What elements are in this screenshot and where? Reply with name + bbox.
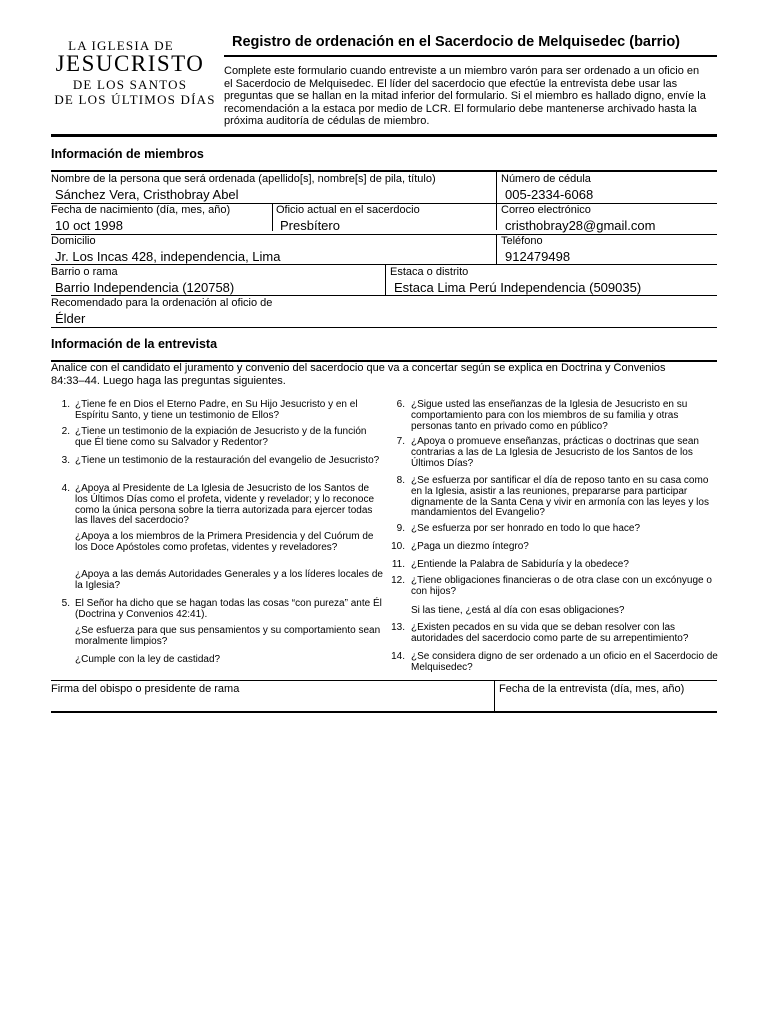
id-label: Número de cédula <box>501 173 591 185</box>
phone-label: Teléfono <box>501 235 543 247</box>
row-rule <box>51 327 717 328</box>
question-number: 3. <box>61 455 70 466</box>
question-text: ¿Paga un diezmo íntegro? <box>411 541 529 552</box>
ward-label: Barrio o rama <box>51 266 118 278</box>
signature-bottom-rule <box>51 711 717 713</box>
question-text: ¿Se considera digno de ser ordenado a un oficio en el Sacerdocio de Melquisedec? <box>411 651 718 673</box>
office-label: Oficio actual en el sacerdocio <box>276 204 420 216</box>
form-title: Registro de ordenación en el Sacerdocio de Melquisedec (barrio) <box>232 34 680 50</box>
logo-line4: DE LOS ÚLTIMOS DÍAS <box>54 92 216 107</box>
question-text: ¿Apoya a las demás Autoridades Generales y a los líderes locales de la Iglesia? <box>75 569 383 591</box>
question-number: 2. <box>61 426 70 437</box>
bishop-signature-label: Firma del obispo o presidente de rama <box>51 683 240 695</box>
question-number: 13. <box>391 622 405 633</box>
question-text: ¿Tiene obligaciones financieras o de otra clase con un excónyuge o con hijos? <box>411 575 712 597</box>
form-instructions: Complete este formulario cuando entreviste a un miembro varón para ser ordenado a un oficio en el Sacerdocio de Melquisedec. El líder del sacerdocio que efectúe la entrevista debe usar las preguntas que se hallan en la mitad inferior del formulario. Si el miembro es hallado digno, envíe la recomendación a la estaca por medio de LCR. El formulario debe mantenerse archivado hasta la próxima auditoría de cédulas de miembro. <box>224 65 706 128</box>
question-number: 11. <box>391 559 405 570</box>
col-divider <box>496 234 497 264</box>
stake-field[interactable]: Estaca Lima Perú Independencia (509035) <box>394 280 642 295</box>
bishop-signature-field[interactable] <box>51 697 491 711</box>
question-text: ¿Tiene un testimonio de la restauración del evangelio de Jesucristo? <box>75 455 380 466</box>
question-number: 4. <box>61 483 70 494</box>
address-field[interactable]: Jr. Los Incas 428, independencia, Lima <box>55 249 281 264</box>
question-text: Si las tiene, ¿está al día con esas obligaciones? <box>411 605 625 616</box>
row-rule <box>51 234 717 235</box>
interview-intro: Analice con el candidato el juramento y convenio del sacerdocio que va a concertar según se explica en Doctrina y Convenios 84:33–44. Luego haga las preguntas siguientes. <box>51 362 666 387</box>
signature-top-rule <box>51 680 717 681</box>
col-divider <box>494 681 495 713</box>
row-rule <box>51 264 717 265</box>
logo-line1: LA IGLESIA DE <box>68 38 174 53</box>
question-text: ¿Se esfuerza para que sus pensamientos y su comportamiento sean moralmente limpios? <box>75 625 381 647</box>
question-text: ¿Sigue usted las enseñanzas de la Iglesia de Jesucristo en su comportamiento para con los miembros de su familia y otras personas tanto en privado como en público? <box>411 399 688 432</box>
section-divider <box>51 134 717 137</box>
email-field[interactable]: cristhobray28@gmail.com <box>505 218 656 233</box>
question-number: 1. <box>61 399 70 410</box>
email-label: Correo electrónico <box>501 204 591 216</box>
members-top-rule <box>51 170 717 172</box>
question-text: ¿Se esfuerza por santificar el día de reposo tanto en su casa como en la Iglesia, asistir a las reuniones, prepararse para participar dignamente de la Santa Cena y vivir en armonía con las leyes y los mandamientos del Evangelio? <box>411 475 709 519</box>
col-divider <box>272 203 273 231</box>
id-field[interactable]: 005-2334-6068 <box>505 187 594 202</box>
question-text: El Señor ha dicho que se hagan todas las cosas “con pureza” ante Él (Doctrina y Convenios 42:41). <box>75 598 382 620</box>
question-number: 6. <box>396 399 405 410</box>
recommended-field[interactable]: Élder <box>55 311 86 326</box>
question-number: 8. <box>396 475 405 486</box>
question-text: ¿Tiene fe en Dios el Eterno Padre, en Su Hijo Jesucristo y en el Espíritu Santo, y tiene un testimonio de Ellos? <box>75 399 358 421</box>
question-number: 5. <box>61 598 70 609</box>
question-text: ¿Existen pecados en su vida que se deban resolver con las autoridades del sacerdocio como parte de su arrepentimiento? <box>411 622 689 644</box>
question-text: ¿Apoya al Presidente de La Iglesia de Jesucristo de los Santos de los Últimos Días como el profeta, vidente y revelador; y lo reconoce como la única persona sobre la tierra autorizada para ejercer todas las llaves del sacerdocio? <box>75 483 375 527</box>
name-field[interactable]: Sánchez Vera, Cristhobray Abel <box>55 187 239 202</box>
question-number: 7. <box>396 436 405 447</box>
members-heading: Información de miembros <box>51 147 204 161</box>
question-number: 14. <box>391 651 405 662</box>
logo-line3: DE LOS SANTOS <box>72 77 188 92</box>
row-rule <box>51 295 717 296</box>
col-divider <box>385 264 386 295</box>
question-number: 10. <box>391 541 405 552</box>
birth-label: Fecha de nacimiento (día, mes, año) <box>51 204 231 216</box>
question-text: ¿Apoya o promueve enseñanzas, prácticas o doctrinas que sean contrarias a las de La Iglesia de Jesucristo de los Santos de los Últimos Días? <box>411 436 699 469</box>
question-text: ¿Apoya a los miembros de la Primera Presidencia y del Cuórum de los Doce Apóstoles como profetas, videntes y reveladores? <box>75 531 374 553</box>
birth-field[interactable]: 10 oct 1998 <box>55 218 123 233</box>
question-text: ¿Entiende la Palabra de Sabiduría y la obedece? <box>411 559 629 570</box>
recommended-label: Recomendado para la ordenación al oficio de <box>51 297 273 309</box>
question-number: 12. <box>391 575 405 586</box>
question-number: 9. <box>396 523 405 534</box>
logo-line2: JESUCRISTO <box>55 51 205 76</box>
interview-date-label: Fecha de la entrevista (día, mes, año) <box>499 683 685 695</box>
title-rule <box>224 55 717 57</box>
col-divider <box>496 172 497 230</box>
phone-field[interactable]: 912479498 <box>505 249 571 264</box>
office-field[interactable]: Presbítero <box>280 218 340 233</box>
address-label: Domicilio <box>51 235 96 247</box>
ward-field[interactable]: Barrio Independencia (120758) <box>55 280 235 295</box>
question-text: ¿Tiene un testimonio de la expiación de Jesucristo y de la función que Él tiene como su Salvador y Redentor? <box>75 426 367 448</box>
question-text: ¿Se esfuerza por ser honrado en todo lo que hace? <box>411 523 641 534</box>
stake-label: Estaca o distrito <box>390 266 469 278</box>
interview-heading: Información de la entrevista <box>51 337 218 351</box>
name-label: Nombre de la persona que será ordenada (apellido[s], nombre[s] de pila, título) <box>51 173 436 185</box>
interview-date-field[interactable] <box>499 697 714 711</box>
question-text: ¿Cumple con la ley de castidad? <box>75 654 221 665</box>
